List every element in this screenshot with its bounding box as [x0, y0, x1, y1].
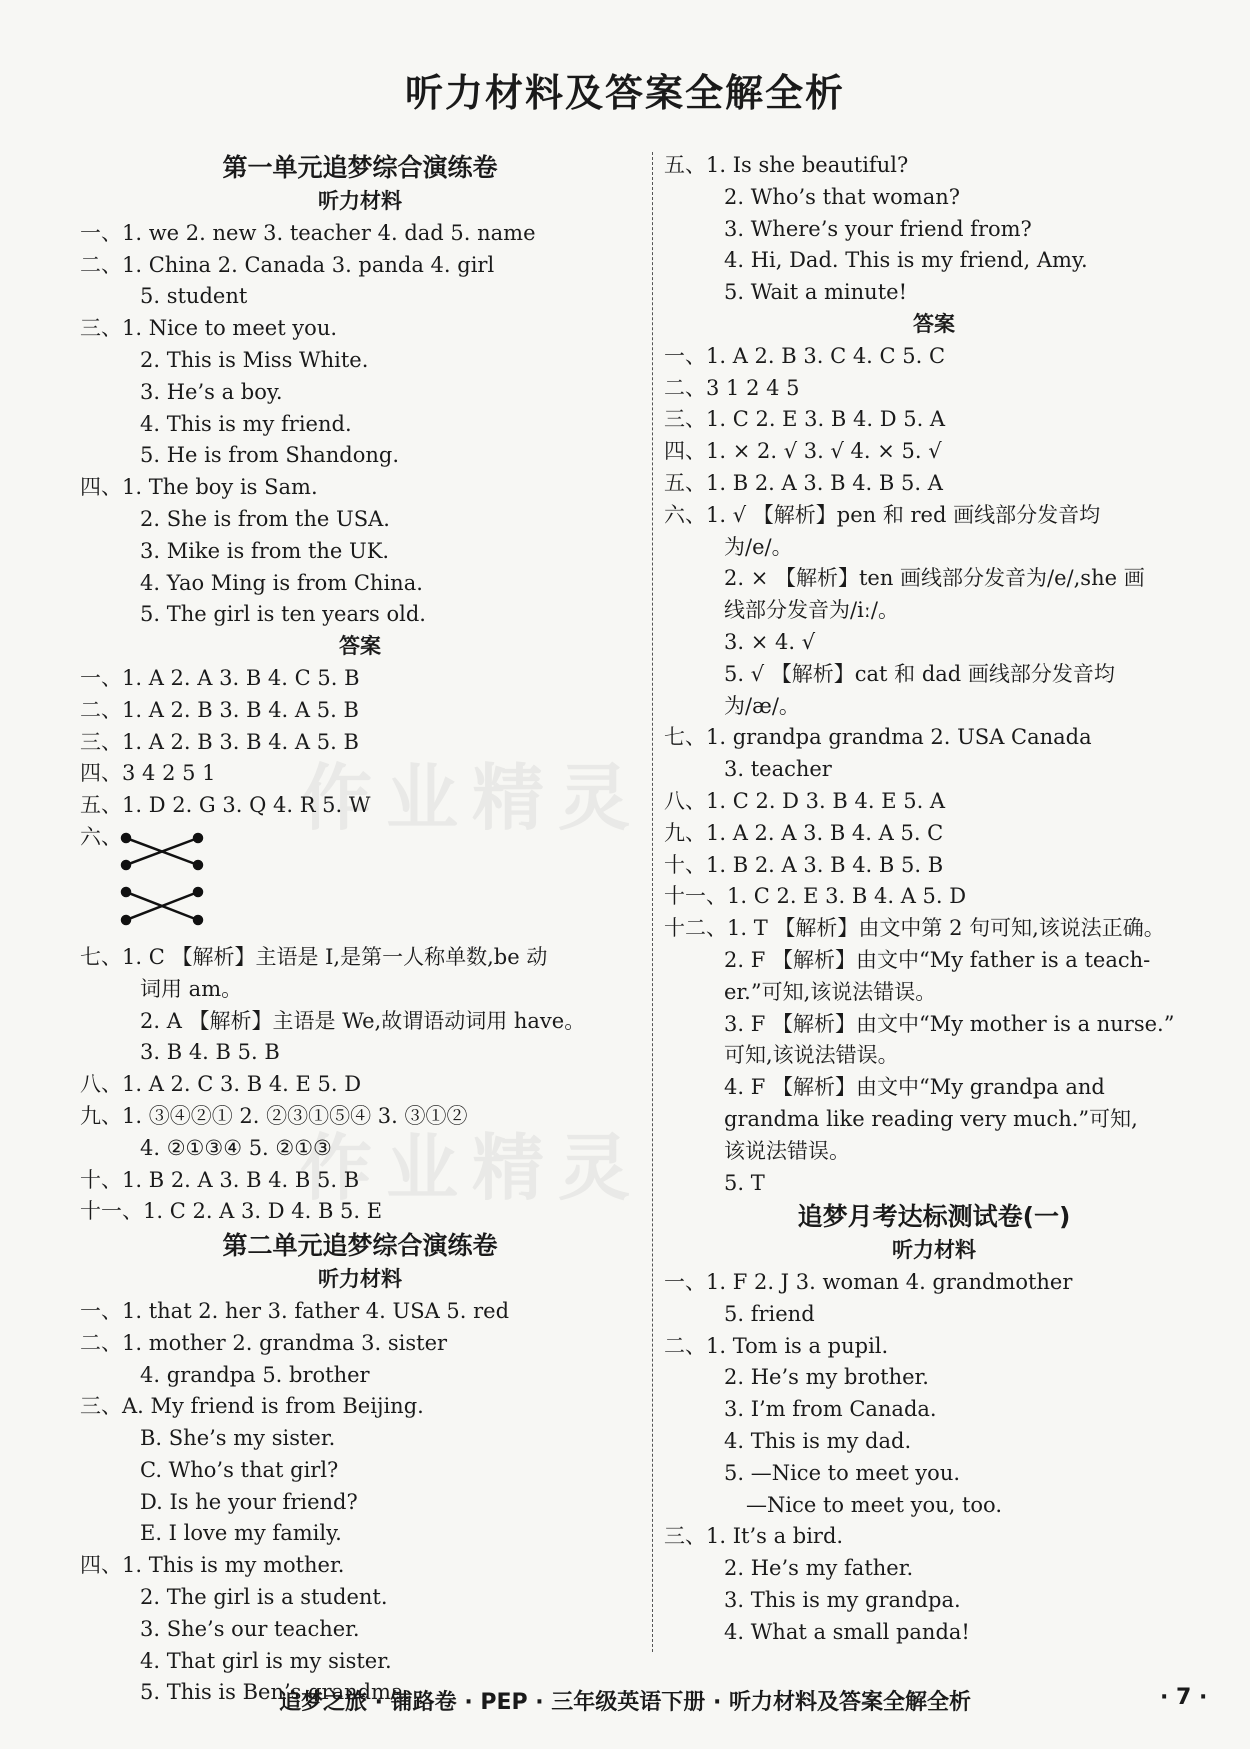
watermark: 作业精灵 — [300, 756, 645, 840]
unit1-answers — [80, 663, 640, 822]
text-line: E. I love my family. — [140, 1521, 342, 1546]
text-line: 3. I’m from Canada. — [724, 1397, 937, 1422]
text-line: 5. friend — [724, 1301, 815, 1326]
text-line: 四、1. The boy is Sam. — [80, 475, 318, 500]
text-line: 四、3 4 2 5 1 — [80, 761, 216, 786]
text-line: 3. × 4. √ — [724, 629, 816, 654]
page-footer: 追梦之旅 · 铺路卷 · PEP · 三年级英语下册 · 听力材料及答案全解全析 — [279, 1690, 971, 1715]
text-line: 2. Who’s that woman? — [724, 184, 961, 209]
text-line: 可知,该说法错误。 — [724, 1043, 899, 1068]
text-line: 4. grandpa 5. brother — [140, 1362, 370, 1387]
text-line: 词用 am。 — [140, 976, 243, 1001]
text-line: 3. teacher — [724, 757, 832, 782]
unit1-listen-head: 听力材料 — [318, 189, 402, 213]
text-line: 一、1. A 2. A 3. B 4. C 5. B — [80, 665, 360, 690]
text-line: 2. A 【解析】主语是 We,故谓语动词用 have。 — [140, 1008, 586, 1033]
left-column — [80, 150, 640, 1709]
right-column — [664, 150, 1204, 1649]
text-line: 2. × 【解析】ten 画线部分发音为/e/,she 画 — [724, 566, 1145, 591]
text-line: 3. She’s our teacher. — [140, 1616, 360, 1641]
text-line: D. Is he your friend? — [140, 1489, 358, 1514]
text-line: 2. F 【解析】由文中“My father is a teach- — [724, 947, 1151, 972]
text-line: 5. Wait a minute! — [724, 280, 908, 305]
text-line: 4. What a small panda! — [724, 1619, 970, 1644]
column-divider — [652, 152, 653, 1652]
unit2-answer-head: 答案 — [913, 311, 955, 336]
text-line: 2. The girl is a student. — [140, 1585, 388, 1610]
text-line: 2. She is from the USA. — [140, 506, 390, 531]
unit1-listen-list — [80, 218, 640, 631]
text-line: 九、1. A 2. A 3. B 4. A 5. C — [664, 820, 944, 845]
watermark: 作业精灵 — [300, 1126, 645, 1210]
text-line: 3. B 4. B 5. B — [140, 1040, 280, 1065]
text-line: 十二、1. T 【解析】由文中第 2 句可知,该说法正确。 — [664, 916, 1165, 941]
test-title: 追梦月考达标测试卷(一) — [797, 1202, 1071, 1232]
unit2-answers — [664, 341, 1204, 1200]
text-line: 4. This is my friend. — [140, 411, 352, 436]
text-line: 5. He is from Shandong. — [140, 443, 400, 468]
text-line: 该说法错误。 — [724, 1138, 850, 1163]
text-line: 2. He’s my brother. — [724, 1365, 929, 1390]
text-line: 六、1. √ 【解析】pen 和 red 画线部分发音均 — [664, 502, 1101, 527]
text-line: 4. ②①③④ 5. ②①③ — [140, 1135, 332, 1160]
unit1-answer-head: 答案 — [339, 634, 381, 659]
text-line: 四、1. This is my mother. — [80, 1553, 345, 1578]
text-line: 一、1. A 2. B 3. C 4. C 5. C — [664, 343, 946, 368]
text-line: 为/e/。 — [724, 534, 793, 559]
test-listen-list — [664, 1267, 1204, 1649]
text-line: grandma like reading very much.”可知, — [724, 1106, 1138, 1131]
text-line: 二、1. mother 2. grandma 3. sister — [80, 1330, 448, 1355]
text-line: 3. Where’s your friend from? — [724, 216, 1032, 241]
matching-lines-diagram — [118, 830, 208, 930]
text-line: 四、1. × 2. √ 3. √ 4. × 5. √ — [664, 439, 942, 464]
text-line: 七、1. grandpa grandma 2. USA Canada — [664, 725, 1092, 750]
text-line: 二、1. China 2. Canada 3. panda 4. girl — [80, 252, 495, 277]
text-line: 4. F 【解析】由文中“My grandpa and — [724, 1075, 1105, 1100]
text-line: 3. Mike is from the UK. — [140, 538, 390, 563]
text-line: 七、1. C 【解析】主语是 I,是第一人称单数,be 动 — [80, 944, 548, 969]
text-line: 八、1. C 2. D 3. B 4. E 5. A — [664, 788, 946, 813]
unit1-answers-cont — [80, 942, 640, 1228]
unit2-listen-head: 听力材料 — [318, 1267, 402, 1292]
text-line: 三、1. C 2. E 3. B 4. D 5. A — [664, 407, 946, 432]
text-line: 5. —Nice to meet you. — [724, 1460, 961, 1485]
unit1-title: 第一单元追梦综合演练卷 — [222, 153, 498, 182]
text-line: 4. Hi, Dad. This is my friend, Amy. — [724, 248, 1088, 273]
text-line: 5. The girl is ten years old. — [140, 602, 426, 627]
test-listen-head: 听力材料 — [892, 1238, 976, 1263]
text-line: er.”可知,该说法错误。 — [724, 979, 937, 1004]
text-line: 5. T — [724, 1170, 765, 1195]
text-line: 三、1. Nice to meet you. — [80, 316, 338, 341]
text-line: 三、1. It’s a bird. — [664, 1524, 844, 1549]
text-line: 2. He’s my father. — [724, 1556, 914, 1581]
unit2-listen-cont — [664, 150, 1204, 309]
text-line: 九、1. ③④②① 2. ②③①⑤④ 3. ③①② — [80, 1103, 468, 1128]
text-line: 2. This is Miss White. — [140, 347, 369, 372]
text-line: 3. This is my grandpa. — [724, 1588, 961, 1613]
text-line: 二、3 1 2 4 5 — [664, 375, 800, 400]
text-line: 4. This is my dad. — [724, 1429, 912, 1454]
text-line: 三、A. My friend is from Beijing. — [80, 1394, 424, 1419]
text-line: 5. √ 【解析】cat 和 dad 画线部分发音均 — [724, 661, 1115, 686]
text-line: 3. He’s a boy. — [140, 379, 283, 404]
text-line: 5. This is Ben’s grandma. — [140, 1680, 411, 1705]
text-line: 二、1. A 2. B 3. B 4. A 5. B — [80, 697, 359, 722]
text-line: B. She’s my sister. — [140, 1426, 336, 1451]
matching-answer — [80, 822, 640, 942]
text-line: 三、1. A 2. B 3. B 4. A 5. B — [80, 729, 359, 754]
page-number: · 7 · — [1160, 1685, 1208, 1710]
text-line: 十、1. B 2. A 3. B 4. B 5. B — [664, 852, 944, 877]
text-line: 八、1. A 2. C 3. B 4. E 5. D — [80, 1072, 362, 1097]
text-line: 十一、1. C 2. E 3. B 4. A 5. D — [664, 884, 967, 909]
text-line: 五、1. Is she beautiful? — [664, 153, 909, 177]
text-line: 十、1. B 2. A 3. B 4. B 5. B — [80, 1167, 360, 1192]
text-line: 3. F 【解析】由文中“My mother is a nurse.” — [724, 1011, 1175, 1036]
page-title: 听力材料及答案全解全析 — [404, 71, 845, 115]
text-line: 4. That girl is my sister. — [140, 1648, 392, 1673]
text-line: 5. student — [140, 284, 248, 309]
text-line: 五、1. B 2. A 3. B 4. B 5. A — [664, 470, 943, 495]
text-line: 线部分发音为/iː/。 — [724, 598, 899, 623]
text-line: 十一、1. C 2. A 3. D 4. B 5. E — [80, 1199, 383, 1224]
text-line: —Nice to meet you, too. — [746, 1492, 1003, 1517]
text-line: 二、1. Tom is a pupil. — [664, 1333, 889, 1358]
unit2-title: 第二单元追梦综合演练卷 — [222, 1231, 498, 1261]
text-line: 五、1. D 2. G 3. Q 4. R 5. W — [80, 793, 371, 818]
text-line: 为/æ/。 — [724, 693, 800, 718]
text-line: 一、1. F 2. J 3. woman 4. grandmother — [664, 1270, 1073, 1295]
unit2-listen-list — [80, 1296, 640, 1709]
text-line: 一、1. that 2. her 3. father 4. USA 5. red — [80, 1298, 510, 1323]
text-line: 一、1. we 2. new 3. teacher 4. dad 5. name — [80, 220, 536, 245]
text-line: 4. Yao Ming is from China. — [140, 570, 423, 595]
matching-label: 六、 — [80, 824, 122, 849]
text-line: C. Who’s that girl? — [140, 1457, 339, 1482]
